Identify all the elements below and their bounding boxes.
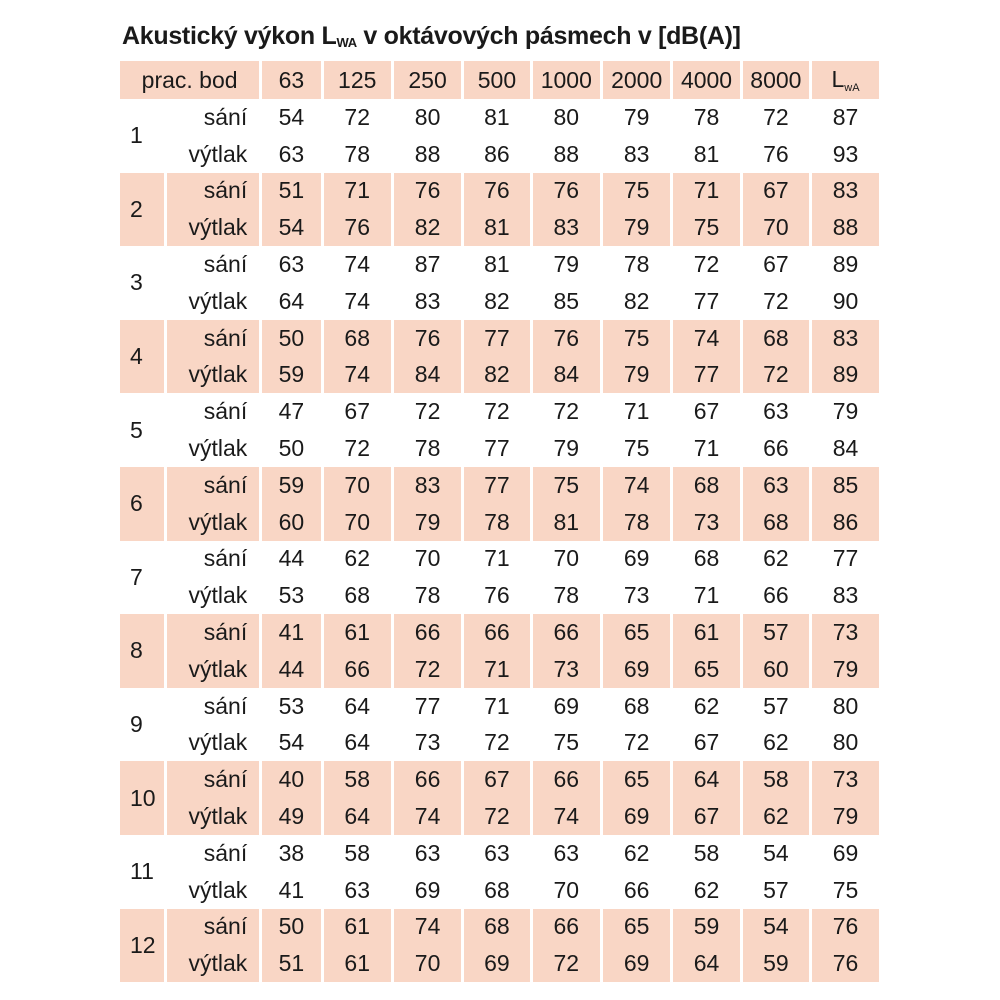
band-value-cell: 81 (463, 99, 531, 136)
band-value-cell: 82 (601, 283, 671, 320)
mode-suction-label: sání (165, 393, 261, 430)
band-value-cell: 66 (741, 577, 810, 614)
mode-discharge-label: výtlak (165, 504, 261, 541)
header-band: 2000 (601, 61, 671, 99)
point-number: 10 (120, 761, 165, 835)
lwa-value-cell: 84 (811, 430, 879, 467)
table-row (120, 909, 879, 946)
table-row (120, 945, 879, 982)
band-value-cell: 77 (672, 357, 741, 394)
mode-suction-label: sání (165, 99, 261, 136)
band-value-cell: 74 (322, 283, 392, 320)
band-value-cell: 71 (463, 651, 531, 688)
band-value-cell: 65 (601, 909, 671, 946)
header-lwa (811, 61, 879, 99)
lwa-value-cell: 79 (811, 393, 879, 430)
band-value-cell: 69 (601, 651, 671, 688)
band-value-cell: 71 (672, 577, 741, 614)
band-value-cell: 74 (392, 909, 462, 946)
mode-discharge-label: výtlak (165, 136, 261, 173)
band-value-cell: 61 (322, 614, 392, 651)
table-row (120, 467, 879, 504)
table-row (120, 725, 879, 762)
lwa-value-cell: 83 (811, 320, 879, 357)
band-value-cell: 69 (601, 798, 671, 835)
band-value-cell: 77 (392, 688, 462, 725)
table-row (120, 614, 879, 651)
lwa-value-cell: 76 (811, 945, 879, 982)
band-value-cell: 71 (463, 541, 531, 578)
lwa-value-cell: 86 (811, 504, 879, 541)
band-value-cell: 88 (392, 136, 462, 173)
band-value-cell: 63 (741, 393, 810, 430)
band-value-cell: 62 (741, 725, 810, 762)
band-value-cell: 67 (741, 173, 810, 210)
band-value-cell: 74 (601, 467, 671, 504)
table-row (120, 798, 879, 835)
lwa-value-cell: 89 (811, 357, 879, 394)
band-value-cell: 76 (463, 173, 531, 210)
table-row (120, 173, 879, 210)
table-row (120, 283, 879, 320)
band-value-cell: 69 (601, 945, 671, 982)
band-value-cell: 68 (672, 541, 741, 578)
point-number: 1 (130, 122, 143, 149)
band-value-cell: 76 (741, 136, 810, 173)
header-band: 1000 (531, 61, 601, 99)
band-value-cell: 71 (601, 393, 671, 430)
band-value-cell: 69 (463, 945, 531, 982)
band-value-cell: 68 (741, 504, 810, 541)
band-value-cell: 75 (601, 430, 671, 467)
band-value-cell: 79 (392, 504, 462, 541)
band-value-cell: 71 (672, 173, 741, 210)
table-row (120, 209, 879, 246)
header-point-label: prac. bod (120, 61, 261, 99)
band-value-cell: 78 (531, 577, 601, 614)
band-value-cell: 81 (463, 209, 531, 246)
band-value-cell: 44 (261, 541, 322, 578)
band-value-cell: 41 (261, 614, 322, 651)
band-value-cell: 50 (261, 909, 322, 946)
band-value-cell: 74 (531, 798, 601, 835)
band-value-cell: 62 (741, 541, 810, 578)
header-band: 8000 (741, 61, 810, 99)
band-value-cell: 87 (392, 246, 462, 283)
band-value-cell: 70 (392, 541, 462, 578)
mode-suction-label: sání (165, 909, 261, 946)
title-prefix: Akustický výkon L (122, 22, 337, 50)
table-row (120, 246, 879, 283)
mode-discharge-label: výtlak (165, 577, 261, 614)
band-value-cell: 75 (601, 173, 671, 210)
band-value-cell: 64 (322, 798, 392, 835)
lwa-value-cell: 77 (811, 541, 879, 578)
band-value-cell: 77 (463, 430, 531, 467)
band-value-cell: 69 (601, 541, 671, 578)
band-value-cell: 66 (531, 761, 601, 798)
band-value-cell: 81 (672, 136, 741, 173)
band-value-cell: 75 (531, 467, 601, 504)
band-value-cell: 76 (531, 173, 601, 210)
band-value-cell: 70 (322, 504, 392, 541)
band-value-cell: 83 (392, 467, 462, 504)
band-value-cell: 62 (672, 688, 741, 725)
band-value-cell: 44 (261, 651, 322, 688)
band-value-cell: 67 (672, 725, 741, 762)
band-value-cell: 64 (322, 688, 392, 725)
band-value-cell: 72 (672, 246, 741, 283)
band-value-cell: 62 (672, 872, 741, 909)
band-value-cell: 63 (392, 835, 462, 872)
band-value-cell: 78 (322, 136, 392, 173)
table-row (120, 136, 879, 173)
mode-discharge-label: výtlak (165, 430, 261, 467)
band-value-cell: 81 (531, 504, 601, 541)
band-value-cell: 68 (463, 909, 531, 946)
band-value-cell: 79 (531, 246, 601, 283)
band-value-cell: 83 (392, 283, 462, 320)
band-value-cell: 66 (322, 651, 392, 688)
band-value-cell: 72 (741, 357, 810, 394)
band-value-cell: 73 (531, 651, 601, 688)
band-value-cell: 68 (741, 320, 810, 357)
band-value-cell: 74 (672, 320, 741, 357)
band-value-cell: 72 (531, 945, 601, 982)
header-band: 250 (392, 61, 462, 99)
band-value-cell: 81 (463, 246, 531, 283)
lwa-value-cell: 90 (811, 283, 879, 320)
mode-discharge-label: výtlak (165, 725, 261, 762)
table-row (120, 320, 879, 357)
band-value-cell: 76 (322, 209, 392, 246)
lwa-value-cell: 83 (811, 173, 879, 210)
band-value-cell: 59 (261, 467, 322, 504)
mode-suction-label: sání (165, 320, 261, 357)
band-value-cell: 58 (322, 835, 392, 872)
band-value-cell: 65 (672, 651, 741, 688)
lwa-value-cell: 88 (811, 209, 879, 246)
band-value-cell: 66 (741, 430, 810, 467)
band-value-cell: 66 (392, 614, 462, 651)
band-value-cell: 72 (463, 798, 531, 835)
band-value-cell: 65 (601, 614, 671, 651)
band-value-cell: 70 (531, 872, 601, 909)
band-value-cell: 76 (392, 320, 462, 357)
band-value-cell: 85 (531, 283, 601, 320)
band-value-cell: 83 (531, 209, 601, 246)
band-value-cell: 67 (741, 246, 810, 283)
band-value-cell: 63 (261, 136, 322, 173)
band-value-cell: 62 (741, 798, 810, 835)
band-value-cell: 68 (672, 467, 741, 504)
lwa-value-cell: 76 (811, 909, 879, 946)
mode-discharge-label: výtlak (165, 651, 261, 688)
mode-suction-label: sání (165, 173, 261, 210)
band-value-cell: 70 (741, 209, 810, 246)
band-value-cell: 72 (741, 99, 810, 136)
band-value-cell: 54 (261, 209, 322, 246)
band-value-cell: 72 (392, 651, 462, 688)
lwa-value-cell: 85 (811, 467, 879, 504)
table-row (120, 651, 879, 688)
band-value-cell: 74 (392, 798, 462, 835)
lwa-value-cell: 69 (811, 835, 879, 872)
header-band: 4000 (672, 61, 741, 99)
table-row (120, 541, 879, 578)
band-value-cell: 69 (392, 872, 462, 909)
band-value-cell: 78 (672, 99, 741, 136)
band-value-cell: 66 (531, 909, 601, 946)
table-row (120, 430, 879, 467)
band-value-cell: 72 (463, 393, 531, 430)
band-value-cell: 54 (261, 99, 322, 136)
lwa-value-cell: 73 (811, 614, 879, 651)
point-number: 3 (130, 269, 143, 296)
band-value-cell: 67 (672, 393, 741, 430)
table-row (120, 835, 879, 872)
header-band: 63 (261, 61, 322, 99)
band-value-cell: 76 (392, 173, 462, 210)
mode-suction-label: sání (165, 467, 261, 504)
header-band: 125 (322, 61, 392, 99)
band-value-cell: 72 (741, 283, 810, 320)
band-value-cell: 69 (531, 688, 601, 725)
band-value-cell: 71 (463, 688, 531, 725)
band-value-cell: 72 (322, 99, 392, 136)
title-suffix: v oktávových pásmech v [dB(A)] (356, 22, 741, 50)
table-row (120, 99, 879, 136)
band-value-cell: 75 (531, 725, 601, 762)
band-value-cell: 58 (322, 761, 392, 798)
band-value-cell: 74 (322, 246, 392, 283)
band-value-cell: 60 (261, 504, 322, 541)
lwa-value-cell: 80 (811, 688, 879, 725)
mode-suction-label: sání (165, 835, 261, 872)
band-value-cell: 40 (261, 761, 322, 798)
band-value-cell: 84 (531, 357, 601, 394)
table-title (122, 22, 741, 51)
band-value-cell: 53 (261, 688, 322, 725)
band-value-cell: 82 (463, 283, 531, 320)
band-value-cell: 50 (261, 430, 322, 467)
band-value-cell: 51 (261, 945, 322, 982)
band-value-cell: 54 (741, 909, 810, 946)
table-row (120, 357, 879, 394)
band-value-cell: 68 (463, 872, 531, 909)
band-value-cell: 72 (463, 725, 531, 762)
point-number: 8 (120, 614, 165, 688)
band-value-cell: 79 (601, 357, 671, 394)
band-value-cell: 67 (463, 761, 531, 798)
band-value-cell: 60 (741, 651, 810, 688)
band-value-cell: 61 (672, 614, 741, 651)
band-value-cell: 73 (392, 725, 462, 762)
band-value-cell: 70 (322, 467, 392, 504)
mode-discharge-label: výtlak (165, 283, 261, 320)
band-value-cell: 76 (531, 320, 601, 357)
point-number: 2 (120, 173, 165, 247)
band-value-cell: 79 (601, 209, 671, 246)
band-value-cell: 61 (322, 945, 392, 982)
band-value-cell: 51 (261, 173, 322, 210)
band-value-cell: 73 (601, 577, 671, 614)
band-value-cell: 67 (322, 393, 392, 430)
point-number: 7 (130, 563, 143, 590)
band-value-cell: 57 (741, 872, 810, 909)
point-number: 4 (120, 320, 165, 394)
band-value-cell: 82 (392, 209, 462, 246)
header-lwa-sub: wA (844, 82, 860, 94)
band-value-cell: 68 (322, 320, 392, 357)
table-row (120, 577, 879, 614)
header-row (120, 61, 879, 99)
point-number: 5 (130, 416, 143, 443)
table-row (120, 393, 879, 430)
band-value-cell: 54 (741, 835, 810, 872)
lwa-value-cell: 89 (811, 246, 879, 283)
band-value-cell: 88 (531, 136, 601, 173)
band-value-cell: 66 (463, 614, 531, 651)
band-value-cell: 75 (672, 209, 741, 246)
band-value-cell: 68 (322, 577, 392, 614)
point-number: 9 (130, 711, 143, 738)
point-number: 11 (130, 858, 154, 885)
band-value-cell: 86 (463, 136, 531, 173)
band-value-cell: 76 (463, 577, 531, 614)
lwa-value-cell: 87 (811, 99, 879, 136)
band-value-cell: 79 (531, 430, 601, 467)
band-value-cell: 59 (261, 357, 322, 394)
header-band: 500 (463, 61, 531, 99)
band-value-cell: 58 (672, 835, 741, 872)
band-value-cell: 73 (672, 504, 741, 541)
band-value-cell: 54 (261, 725, 322, 762)
band-value-cell: 47 (261, 393, 322, 430)
band-value-cell: 64 (261, 283, 322, 320)
band-value-cell: 82 (463, 357, 531, 394)
mode-suction-label: sání (165, 688, 261, 725)
mode-discharge-label: výtlak (165, 798, 261, 835)
band-value-cell: 71 (672, 430, 741, 467)
band-value-cell: 58 (741, 761, 810, 798)
band-value-cell: 72 (601, 725, 671, 762)
header-lwa-main: L (831, 66, 845, 92)
band-value-cell: 72 (322, 430, 392, 467)
band-value-cell: 84 (392, 357, 462, 394)
band-value-cell: 78 (601, 246, 671, 283)
band-value-cell: 80 (531, 99, 601, 136)
band-value-cell: 68 (601, 688, 671, 725)
band-value-cell: 63 (261, 246, 322, 283)
band-value-cell: 59 (672, 909, 741, 946)
band-value-cell: 49 (261, 798, 322, 835)
band-value-cell: 78 (392, 430, 462, 467)
lwa-value-cell: 93 (811, 136, 879, 173)
band-value-cell: 66 (531, 614, 601, 651)
band-value-cell: 83 (601, 136, 671, 173)
band-value-cell: 63 (463, 835, 531, 872)
band-value-cell: 74 (322, 357, 392, 394)
mode-suction-label: sání (165, 246, 261, 283)
band-value-cell: 41 (261, 872, 322, 909)
band-value-cell: 75 (601, 320, 671, 357)
band-value-cell: 66 (392, 761, 462, 798)
sound-power-table (120, 61, 879, 982)
band-value-cell: 57 (741, 614, 810, 651)
band-value-cell: 72 (392, 393, 462, 430)
band-value-cell: 71 (322, 173, 392, 210)
band-value-cell: 53 (261, 577, 322, 614)
mode-discharge-label: výtlak (165, 209, 261, 246)
band-value-cell: 78 (463, 504, 531, 541)
lwa-value-cell: 83 (811, 577, 879, 614)
mode-suction-label: sání (165, 761, 261, 798)
band-value-cell: 70 (531, 541, 601, 578)
band-value-cell: 64 (672, 761, 741, 798)
band-value-cell: 72 (531, 393, 601, 430)
band-value-cell: 59 (741, 945, 810, 982)
band-value-cell: 77 (463, 467, 531, 504)
band-value-cell: 62 (601, 835, 671, 872)
point-number: 12 (120, 909, 165, 983)
title-subscript: WA (336, 35, 357, 50)
band-value-cell: 78 (392, 577, 462, 614)
band-value-cell: 80 (392, 99, 462, 136)
table-row (120, 504, 879, 541)
band-value-cell: 57 (741, 688, 810, 725)
mode-suction-label: sání (165, 541, 261, 578)
mode-discharge-label: výtlak (165, 945, 261, 982)
table-row (120, 688, 879, 725)
mode-discharge-label: výtlak (165, 357, 261, 394)
band-value-cell: 77 (672, 283, 741, 320)
band-value-cell: 79 (601, 99, 671, 136)
table-row (120, 872, 879, 909)
band-value-cell: 62 (322, 541, 392, 578)
band-value-cell: 66 (601, 872, 671, 909)
lwa-value-cell: 79 (811, 798, 879, 835)
band-value-cell: 61 (322, 909, 392, 946)
mode-discharge-label: výtlak (165, 872, 261, 909)
band-value-cell: 78 (601, 504, 671, 541)
band-value-cell: 63 (741, 467, 810, 504)
band-value-cell: 65 (601, 761, 671, 798)
lwa-value-cell: 75 (811, 872, 879, 909)
band-value-cell: 63 (322, 872, 392, 909)
band-value-cell: 64 (322, 725, 392, 762)
lwa-value-cell: 73 (811, 761, 879, 798)
band-value-cell: 38 (261, 835, 322, 872)
mode-suction-label: sání (165, 614, 261, 651)
band-value-cell: 63 (531, 835, 601, 872)
table-row (120, 761, 879, 798)
band-value-cell: 50 (261, 320, 322, 357)
band-value-cell: 67 (672, 798, 741, 835)
band-value-cell: 77 (463, 320, 531, 357)
point-number: 6 (120, 467, 165, 541)
band-value-cell: 64 (672, 945, 741, 982)
lwa-value-cell: 79 (811, 651, 879, 688)
lwa-value-cell: 80 (811, 725, 879, 762)
band-value-cell: 70 (392, 945, 462, 982)
